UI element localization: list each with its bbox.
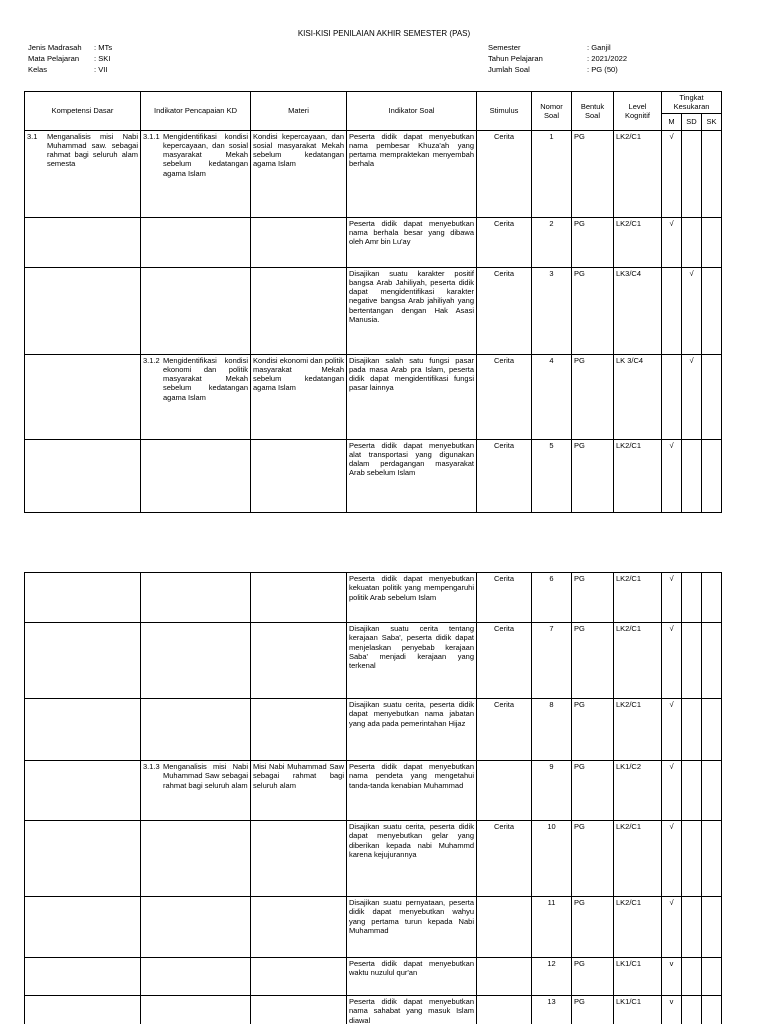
ipk-cell-text: Mengidentifikasi kondisi kepercayaan, dan sosial masyarakat Mekah sebelum kedatangan agama Islam — [163, 131, 248, 178]
ipk-cell — [141, 354, 251, 439]
tingkat-sd-cell — [682, 573, 702, 623]
materi-cell: Kondisi ekonomi dan politik masyarakat Mekah sebelum kedatangan agama Islam — [251, 354, 347, 439]
tingkat-sd-cell: √ — [682, 267, 702, 354]
materi-cell — [251, 573, 347, 623]
tingkat-sk-cell — [702, 623, 722, 699]
nomor-cell: 5 — [532, 439, 572, 512]
stimulus-cell: Cerita — [477, 354, 532, 439]
header-ipk: Indikator Pencapaian KD — [141, 92, 251, 131]
indikator-cell: Disajikan suatu cerita, peserta didik dapat menyebutkan nama jabatan yang ada pada pemerintahan Hijaz — [347, 699, 477, 761]
level-cell: LK2/C1 — [614, 130, 662, 217]
nomor-cell: 7 — [532, 623, 572, 699]
bentuk-cell: PG — [572, 354, 614, 439]
kd-cell — [25, 821, 141, 897]
bentuk-cell: PG — [572, 821, 614, 897]
indikator-cell: Peserta didik dapat menyebutkan waktu nuzulul qur'an — [347, 958, 477, 996]
tingkat-m-cell: √ — [662, 130, 682, 217]
bentuk-cell: PG — [572, 699, 614, 761]
ipk-cell-number: 3.1.3 — [143, 762, 160, 771]
header-stimulus: Stimulus — [477, 92, 532, 131]
table-row — [25, 897, 722, 958]
bentuk-cell: PG — [572, 267, 614, 354]
kd-cell — [25, 217, 141, 267]
kd-cell — [25, 996, 141, 1024]
meta-row — [28, 42, 112, 53]
ipk-cell — [141, 623, 251, 699]
ipk-cell — [141, 996, 251, 1024]
materi-cell: Misi Nabi Muhammad Saw sebagai rahmat bagi seluruh alam — [251, 761, 347, 821]
tingkat-m-cell: v — [662, 958, 682, 996]
tingkat-sk-cell — [702, 821, 722, 897]
bentuk-cell: PG — [572, 439, 614, 512]
tingkat-m-cell: √ — [662, 897, 682, 958]
tingkat-sk-cell — [702, 439, 722, 512]
tingkat-sk-cell — [702, 217, 722, 267]
header-bentuk: Bentuk Soal — [572, 92, 614, 131]
nomor-cell: 2 — [532, 217, 572, 267]
nomor-cell: 4 — [532, 354, 572, 439]
stimulus-cell: Cerita — [477, 573, 532, 623]
table-row — [25, 354, 722, 439]
kd-cell — [25, 623, 141, 699]
tingkat-sk-cell — [702, 699, 722, 761]
bentuk-cell: PG — [572, 958, 614, 996]
tingkat-sk-cell — [702, 996, 722, 1024]
stimulus-cell: Cerita — [477, 439, 532, 512]
ipk-cell — [141, 130, 251, 217]
indikator-cell: Peserta didik dapat menyebutkan nama pendeta yang mengetahui tanda-tanda kenabian Muhammad — [347, 761, 477, 821]
meta-value: : SKI — [94, 54, 111, 63]
kd-cell — [25, 699, 141, 761]
indikator-cell: Disajikan salah satu fungsi pasar pada masa Arab pra Islam, peserta didik dapat mengidentifikasi fungsi pasar lainnya — [347, 354, 477, 439]
stimulus-cell — [477, 996, 532, 1024]
tingkat-m-cell: √ — [662, 573, 682, 623]
ipk-cell-number: 3.1.1 — [143, 131, 160, 141]
meta-row — [488, 42, 627, 53]
stimulus-cell: Cerita — [477, 217, 532, 267]
indikator-cell: Disajikan suatu cerita tentang kerajaan Saba', peserta didik dapat menjelaskan penyebab kerajaan Saba' menjadi kerajaan yang terkenal — [347, 623, 477, 699]
indikator-cell: Peserta didik dapat menyebutkan nama sahabat yang masuk Islam diawal — [347, 996, 477, 1024]
meta-row — [28, 64, 112, 75]
materi-cell — [251, 958, 347, 996]
nomor-cell: 13 — [532, 996, 572, 1024]
level-cell: LK2/C1 — [614, 217, 662, 267]
meta-value: : PG (50) — [587, 65, 618, 74]
header-nomor: Nomor Soal — [532, 92, 572, 131]
stimulus-cell: Cerita — [477, 623, 532, 699]
level-cell: LK2/C1 — [614, 623, 662, 699]
meta-value: : Ganjil — [587, 43, 611, 52]
indikator-cell: Disajikan suatu pernyataan, peserta didik dapat menyebutkan wahyu yang pertama turun kepada Nabi Muhammad — [347, 897, 477, 958]
table-row — [25, 821, 722, 897]
materi-cell — [251, 267, 347, 354]
stimulus-cell — [477, 761, 532, 821]
bentuk-cell: PG — [572, 573, 614, 623]
table-row — [25, 439, 722, 512]
table-row — [25, 761, 722, 821]
level-cell: LK2/C1 — [614, 897, 662, 958]
ipk-cell — [141, 267, 251, 354]
tingkat-m-cell: √ — [662, 699, 682, 761]
materi-cell — [251, 217, 347, 267]
document-title: KISI-KISI PENILAIAN AKHIR SEMESTER (PAS) — [297, 29, 471, 38]
meta-value: : MTs — [94, 43, 113, 52]
tingkat-m-cell: √ — [662, 623, 682, 699]
tingkat-m-cell — [662, 354, 682, 439]
meta-key: Kelas — [28, 65, 47, 74]
nomor-cell: 8 — [532, 699, 572, 761]
kd-cell — [25, 439, 141, 512]
header-row — [25, 92, 722, 114]
indikator-cell: Peserta didik dapat menyebutkan kekuatan politik yang mempengaruhi politik Arab sebelum Islam — [347, 573, 477, 623]
materi-cell — [251, 821, 347, 897]
bentuk-cell: PG — [572, 130, 614, 217]
indikator-cell: Disajikan suatu karakter positif bangsa Arab Jahiliyah, peserta didik dapat mengidentifikasi karakter negative bangsa Arab jahiliyah yang bertentangan dengan Hak Asasi Manusia. — [347, 267, 477, 354]
nomor-cell: 3 — [532, 267, 572, 354]
meta-key: Semester — [488, 43, 521, 52]
bentuk-cell: PG — [572, 897, 614, 958]
ipk-cell — [141, 761, 251, 821]
kd-cell — [25, 573, 141, 623]
tingkat-sd-cell — [682, 217, 702, 267]
tingkat-m-cell: √ — [662, 217, 682, 267]
bentuk-cell: PG — [572, 623, 614, 699]
indikator-cell: Peserta didik dapat menyebutkan alat transportasi yang digunakan dalam perdagangan masyarakat Arab sebelum Islam — [347, 439, 477, 512]
tingkat-sd-cell — [682, 958, 702, 996]
tingkat-sd-cell — [682, 623, 702, 699]
ipk-cell — [141, 897, 251, 958]
tingkat-m-cell: v — [662, 996, 682, 1024]
kisi-kisi-table-page2 — [24, 572, 722, 1024]
indikator-cell: Disajikan suatu cerita, peserta didik dapat menyebutkan gelar yang diberikan kepada nabi Muhammd karena kejujurannya — [347, 821, 477, 897]
table-row — [25, 699, 722, 761]
stimulus-cell — [477, 958, 532, 996]
kd-cell — [25, 897, 141, 958]
ipk-cell-number: 3.1.2 — [143, 355, 160, 365]
meta-value: : 2021/2022 — [587, 54, 628, 63]
level-cell: LK2/C1 — [614, 821, 662, 897]
meta-right — [488, 42, 627, 75]
header-tingkat: Tingkat Kesukaran — [662, 92, 722, 114]
tingkat-sk-cell — [702, 267, 722, 354]
nomor-cell: 12 — [532, 958, 572, 996]
table-row — [25, 996, 722, 1024]
nomor-cell: 6 — [532, 573, 572, 623]
tingkat-sk-cell — [702, 130, 722, 217]
meta-key: Jenis Madrasah — [28, 43, 82, 52]
header-indikator: Indikator Soal — [347, 92, 477, 131]
tingkat-sk-cell — [702, 897, 722, 958]
table-row — [25, 958, 722, 996]
kisi-kisi-table-page1 — [24, 91, 722, 513]
kd-cell — [25, 130, 141, 217]
indikator-cell: Peserta didik dapat menyebutkan nama pembesar Khuza'ah yang pertama mempraktekan menyembah berhala — [347, 130, 477, 217]
tingkat-m-cell: √ — [662, 821, 682, 897]
nomor-cell: 10 — [532, 821, 572, 897]
tingkat-sk-cell — [702, 761, 722, 821]
bentuk-cell: PG — [572, 217, 614, 267]
header-sd: SD — [682, 113, 702, 130]
nomor-cell: 11 — [532, 897, 572, 958]
ipk-cell — [141, 699, 251, 761]
materi-cell — [251, 623, 347, 699]
bentuk-cell: PG — [572, 996, 614, 1024]
materi-cell — [251, 699, 347, 761]
stimulus-cell: Cerita — [477, 821, 532, 897]
ipk-cell-text: Mengidentifikasi kondisi ekonomi dan politik masyarakat Mekah sebelum kedatangan agama Islam — [163, 355, 248, 402]
meta-left — [28, 42, 112, 75]
tingkat-sd-cell: √ — [682, 354, 702, 439]
stimulus-cell: Cerita — [477, 130, 532, 217]
ipk-cell — [141, 821, 251, 897]
stimulus-cell: Cerita — [477, 699, 532, 761]
meta-key: Tahun Pelajaran — [488, 54, 543, 63]
table-row — [25, 217, 722, 267]
table-row — [25, 267, 722, 354]
meta-key: Jumlah Soal — [488, 65, 530, 74]
materi-cell: Kondisi kepercayaan, dan sosial masyarakat Mekah sebelum kedatangan agama Islam — [251, 130, 347, 217]
header-materi: Materi — [251, 92, 347, 131]
nomor-cell: 1 — [532, 130, 572, 217]
level-cell: LK1/C2 — [614, 761, 662, 821]
tingkat-sd-cell — [682, 761, 702, 821]
tingkat-sd-cell — [682, 130, 702, 217]
kd-cell — [25, 354, 141, 439]
indikator-cell: Peserta didik dapat menyebutkan nama berhala besar yang dibawa oleh Amr bin Lu'ay — [347, 217, 477, 267]
header-m: M — [662, 113, 682, 130]
meta-row — [28, 53, 112, 64]
table-row — [25, 623, 722, 699]
kd-cell — [25, 958, 141, 996]
meta-value: : VII — [94, 65, 108, 74]
level-cell: LK2/C1 — [614, 573, 662, 623]
materi-cell — [251, 439, 347, 512]
stimulus-cell — [477, 897, 532, 958]
table-row — [25, 573, 722, 623]
tingkat-m-cell: √ — [662, 761, 682, 821]
level-cell: LK 3/C4 — [614, 354, 662, 439]
level-cell: LK3/C4 — [614, 267, 662, 354]
tingkat-sd-cell — [682, 821, 702, 897]
level-cell: LK1/C1 — [614, 958, 662, 996]
tingkat-sk-cell — [702, 354, 722, 439]
meta-row — [488, 53, 627, 64]
tingkat-sd-cell — [682, 699, 702, 761]
tingkat-sd-cell — [682, 897, 702, 958]
level-cell: LK2/C1 — [614, 439, 662, 512]
level-cell: LK1/C1 — [614, 996, 662, 1024]
header-level: Level Kognitif — [614, 92, 662, 131]
tingkat-sd-cell — [682, 996, 702, 1024]
ipk-cell — [141, 573, 251, 623]
materi-cell — [251, 996, 347, 1024]
tingkat-m-cell — [662, 267, 682, 354]
meta-key: Mata Pelajaran — [28, 54, 80, 63]
ipk-cell-text: Menganalisis misi Nabi Muhammad Saw sebagai rahmat bagi seluruh alam — [163, 762, 248, 790]
ipk-cell — [141, 217, 251, 267]
materi-cell — [251, 897, 347, 958]
header-kd: Kompetensi Dasar — [25, 92, 141, 131]
tingkat-sd-cell — [682, 439, 702, 512]
meta-row — [488, 64, 627, 75]
kd-cell-number: 3.1 — [27, 131, 38, 141]
kd-cell — [25, 761, 141, 821]
table-row — [25, 130, 722, 217]
tingkat-sk-cell — [702, 958, 722, 996]
level-cell: LK2/C1 — [614, 699, 662, 761]
tingkat-sk-cell — [702, 573, 722, 623]
nomor-cell: 9 — [532, 761, 572, 821]
kd-cell — [25, 267, 141, 354]
ipk-cell — [141, 958, 251, 996]
ipk-cell — [141, 439, 251, 512]
stimulus-cell: Cerita — [477, 267, 532, 354]
tingkat-m-cell: √ — [662, 439, 682, 512]
header-sk: SK — [702, 113, 722, 130]
kd-cell-text: Menganalisis misi Nabi Muhammad saw. sebagai rahmat bagi seluruh alam semesta — [47, 131, 138, 169]
bentuk-cell: PG — [572, 761, 614, 821]
